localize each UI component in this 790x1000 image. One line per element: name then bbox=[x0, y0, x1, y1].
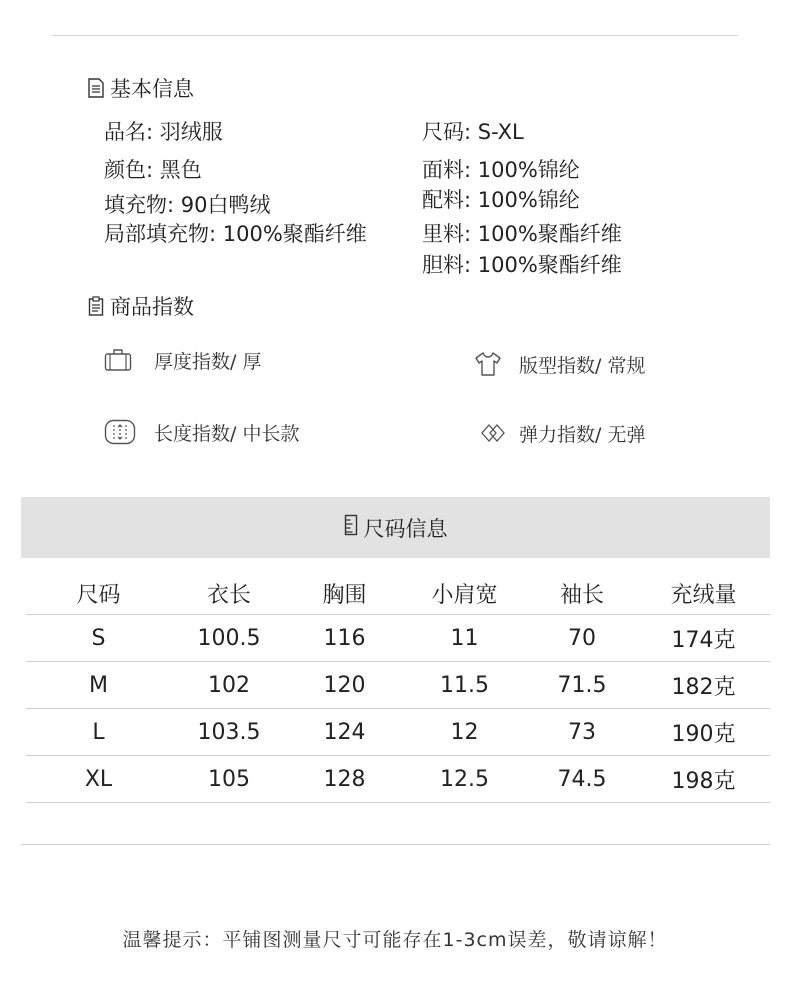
document-icon bbox=[88, 78, 104, 98]
measurement-tip: 温馨提示：平铺图测量尺寸可能存在1-3cm误差，敬请谅解！ bbox=[122, 929, 668, 951]
basic-left-2: 填充物: 90白鸭绒 bbox=[104, 193, 271, 217]
bag-icon bbox=[104, 345, 138, 375]
size-table-header bbox=[26, 572, 770, 615]
cell-sleeve: 70 bbox=[527, 615, 637, 662]
cell-fill: 174克 bbox=[637, 615, 770, 662]
cell-fill: 190克 bbox=[637, 709, 770, 756]
basic-right-1: 面料: 100%锦纶 bbox=[422, 158, 580, 182]
length-index bbox=[104, 417, 299, 447]
cell-size: L bbox=[26, 709, 171, 756]
cell-sleeve: 74.5 bbox=[527, 756, 637, 803]
length-index-label: 长度指数/ 中长款 bbox=[154, 422, 300, 445]
cell-chest: 128 bbox=[287, 756, 402, 803]
basic-right-3: 里料: 100%聚酯纤维 bbox=[422, 222, 622, 246]
thickness-index bbox=[104, 345, 261, 375]
header-size: 尺码 bbox=[26, 572, 171, 615]
size-info-banner bbox=[21, 497, 770, 558]
cell-chest: 124 bbox=[287, 709, 402, 756]
cell-shoulder: 12 bbox=[402, 709, 527, 756]
header-chest: 胸围 bbox=[287, 572, 402, 615]
cell-fill: 182克 bbox=[637, 662, 770, 709]
elasticity-index bbox=[480, 418, 645, 448]
stretch-icon bbox=[480, 418, 506, 448]
fit-index-label: 版型指数/ 常规 bbox=[519, 354, 646, 377]
header-shoulder: 小肩宽 bbox=[402, 572, 527, 615]
bottom-divider bbox=[21, 844, 770, 845]
basic-info-title: 基本信息 bbox=[110, 77, 194, 101]
cell-length: 105 bbox=[171, 756, 287, 803]
basic-left-1: 颜色: 黑色 bbox=[104, 158, 202, 182]
cell-chest: 116 bbox=[287, 615, 402, 662]
cell-shoulder: 11 bbox=[402, 615, 527, 662]
basic-left-3: 局部填充物: 100%聚酯纤维 bbox=[104, 222, 367, 246]
cell-chest: 120 bbox=[287, 662, 402, 709]
header-fill: 充绒量 bbox=[637, 572, 770, 615]
cell-shoulder: 12.5 bbox=[402, 756, 527, 803]
header-length: 衣长 bbox=[171, 572, 287, 615]
cell-size: M bbox=[26, 662, 171, 709]
cell-sleeve: 71.5 bbox=[527, 662, 637, 709]
basic-right-2: 配料: 100%锦纶 bbox=[422, 188, 580, 212]
cell-sleeve: 73 bbox=[527, 709, 637, 756]
ruler-icon bbox=[344, 514, 358, 541]
cell-length: 103.5 bbox=[171, 709, 287, 756]
cell-length: 100.5 bbox=[171, 615, 287, 662]
size-info-title: 尺码信息 bbox=[363, 516, 448, 541]
table-row bbox=[26, 709, 770, 756]
table-row bbox=[26, 662, 770, 709]
basic-right-0: 尺码: S-XL bbox=[422, 120, 524, 144]
product-index-title: 商品指数 bbox=[110, 295, 194, 319]
elasticity-index-label: 弹力指数/ 无弹 bbox=[519, 423, 646, 446]
cell-fill: 198克 bbox=[637, 756, 770, 803]
basic-left-0: 品名: 羽绒服 bbox=[104, 120, 223, 144]
cell-size: S bbox=[26, 615, 171, 662]
basic-right-4: 胆料: 100%聚酯纤维 bbox=[422, 253, 622, 277]
tshirt-icon bbox=[474, 349, 504, 379]
clipboard-icon bbox=[88, 296, 104, 316]
length-icon bbox=[104, 417, 138, 447]
thickness-index-label: 厚度指数/ 厚 bbox=[154, 350, 262, 373]
fit-index bbox=[474, 349, 645, 379]
header-sleeve: 袖长 bbox=[527, 572, 637, 615]
top-divider bbox=[52, 35, 738, 36]
basic-info-heading bbox=[88, 73, 194, 103]
table-row bbox=[26, 615, 770, 662]
cell-length: 102 bbox=[171, 662, 287, 709]
table-row bbox=[26, 756, 770, 803]
cell-shoulder: 11.5 bbox=[402, 662, 527, 709]
product-index-heading bbox=[88, 291, 194, 321]
size-table bbox=[26, 572, 770, 803]
cell-size: XL bbox=[26, 756, 171, 803]
